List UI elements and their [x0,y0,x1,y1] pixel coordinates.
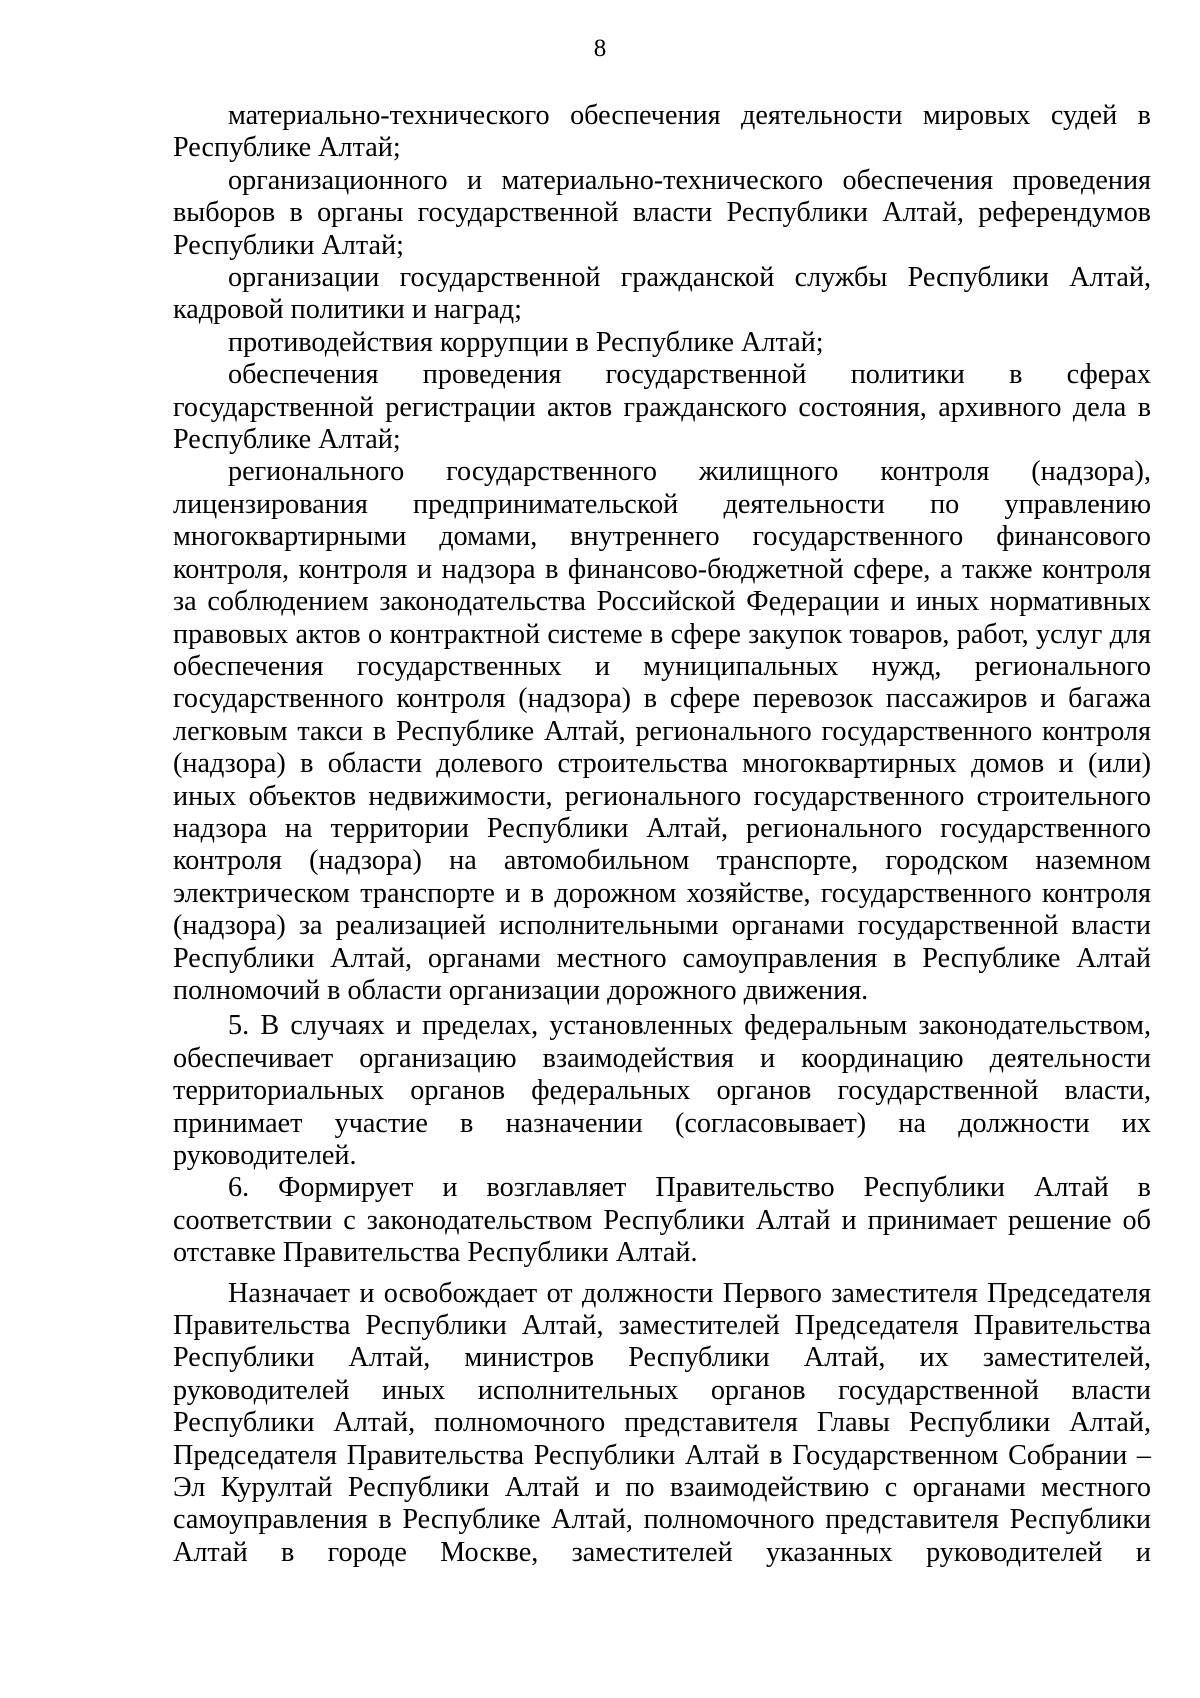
paragraph-regional-control: регионального государственного жилищного контроля (надзора), лицензирования предпринимательской деятельности по управлению многоквартирными домами, внутреннего государственного финансового контроля, контроля и надзора в финансово-бюджетной сфере, а также контроля за соблюдением законодательства Российской Федерации и иных нормативных правовых актов о контрактной системе в сфере закупок товаров, работ, услуг для обеспечения государственных и муниципальных нужд, регионального государственного контроля (надзора) в сфере перевозок пассажиров и багажа легковым такси в Республике Алтай, регионального государственного контроля (надзора) в области долевого строительства многоквартирных домов и (или) иных объектов недвижимости, регионального государственного строительного надзора на территории Республики Алтай, регионального государственного контроля (надзора) на автомобильном транспорте, городском наземном электрическом транспорте и в дорожном хозяйстве, государственного контроля (надзора) за реализацией исполнительными органами государственной власти Республики Алтай, органами местного самоуправления в Республике Алтай полномочий в области организации дорожного движения. [173,456,1151,1006]
paragraph-item-5: 5. В случаях и пределах, установленных федеральным законодательством, обеспечивает организацию взаимодействия и координацию деятельности территориальных органов федеральных органов государственной власти, принимает участие в назначении (согласовывает) на должности их руководителей. [173,1010,1151,1171]
paragraph-item-6: 6. Формирует и возглавляет Правительство Республики Алтай в соответствии с законодательством Республики Алтай и принимает решение об отставке Правительства Республики Алтай. [173,1172,1151,1269]
paragraph-elections-support: организационного и материально-технического обеспечения проведения выборов в органы государственной власти Республики Алтай, референдумов Республики Алтай; [173,164,1151,261]
paragraph-state-registration: обеспечения проведения государственной политики в сферах государственной регистрации актов гражданского состояния, архивного дела в Республике Алтай; [173,359,1151,456]
paragraph-civil-service: организации государственной гражданской службы Республики Алтай, кадровой политики и наград; [173,262,1151,326]
paragraph-anti-corruption: противодействия коррупции в Республике Алтай; [228,326,824,358]
document-body [173,100,1151,1569]
page-number: 8 [593,35,607,62]
paragraph-judges-support: материально-технического обеспечения деятельности мировых судей в Республике Алтай; [173,100,1151,164]
paragraph-appointments: Назначает и освобождает от должности Первого заместителя Председателя Правительства Республики Алтай, заместителей Председателя Правительства Республики Алтай, министров Республики Алтай, их заместителей, руководителей иных исполнительных органов государственной власти Республики Алтай, полномочного представителя Главы Республики Алтай, Председателя Правительства Республики Алтай в Государственном Собрании – Эл Курултай Республики Алтай и по взаимодействию с органами местного самоуправления в Республике Алтай, полномочного представителя Республики Алтай в городе Москве, заместителей указанных руководителей и [173,1277,1151,1568]
